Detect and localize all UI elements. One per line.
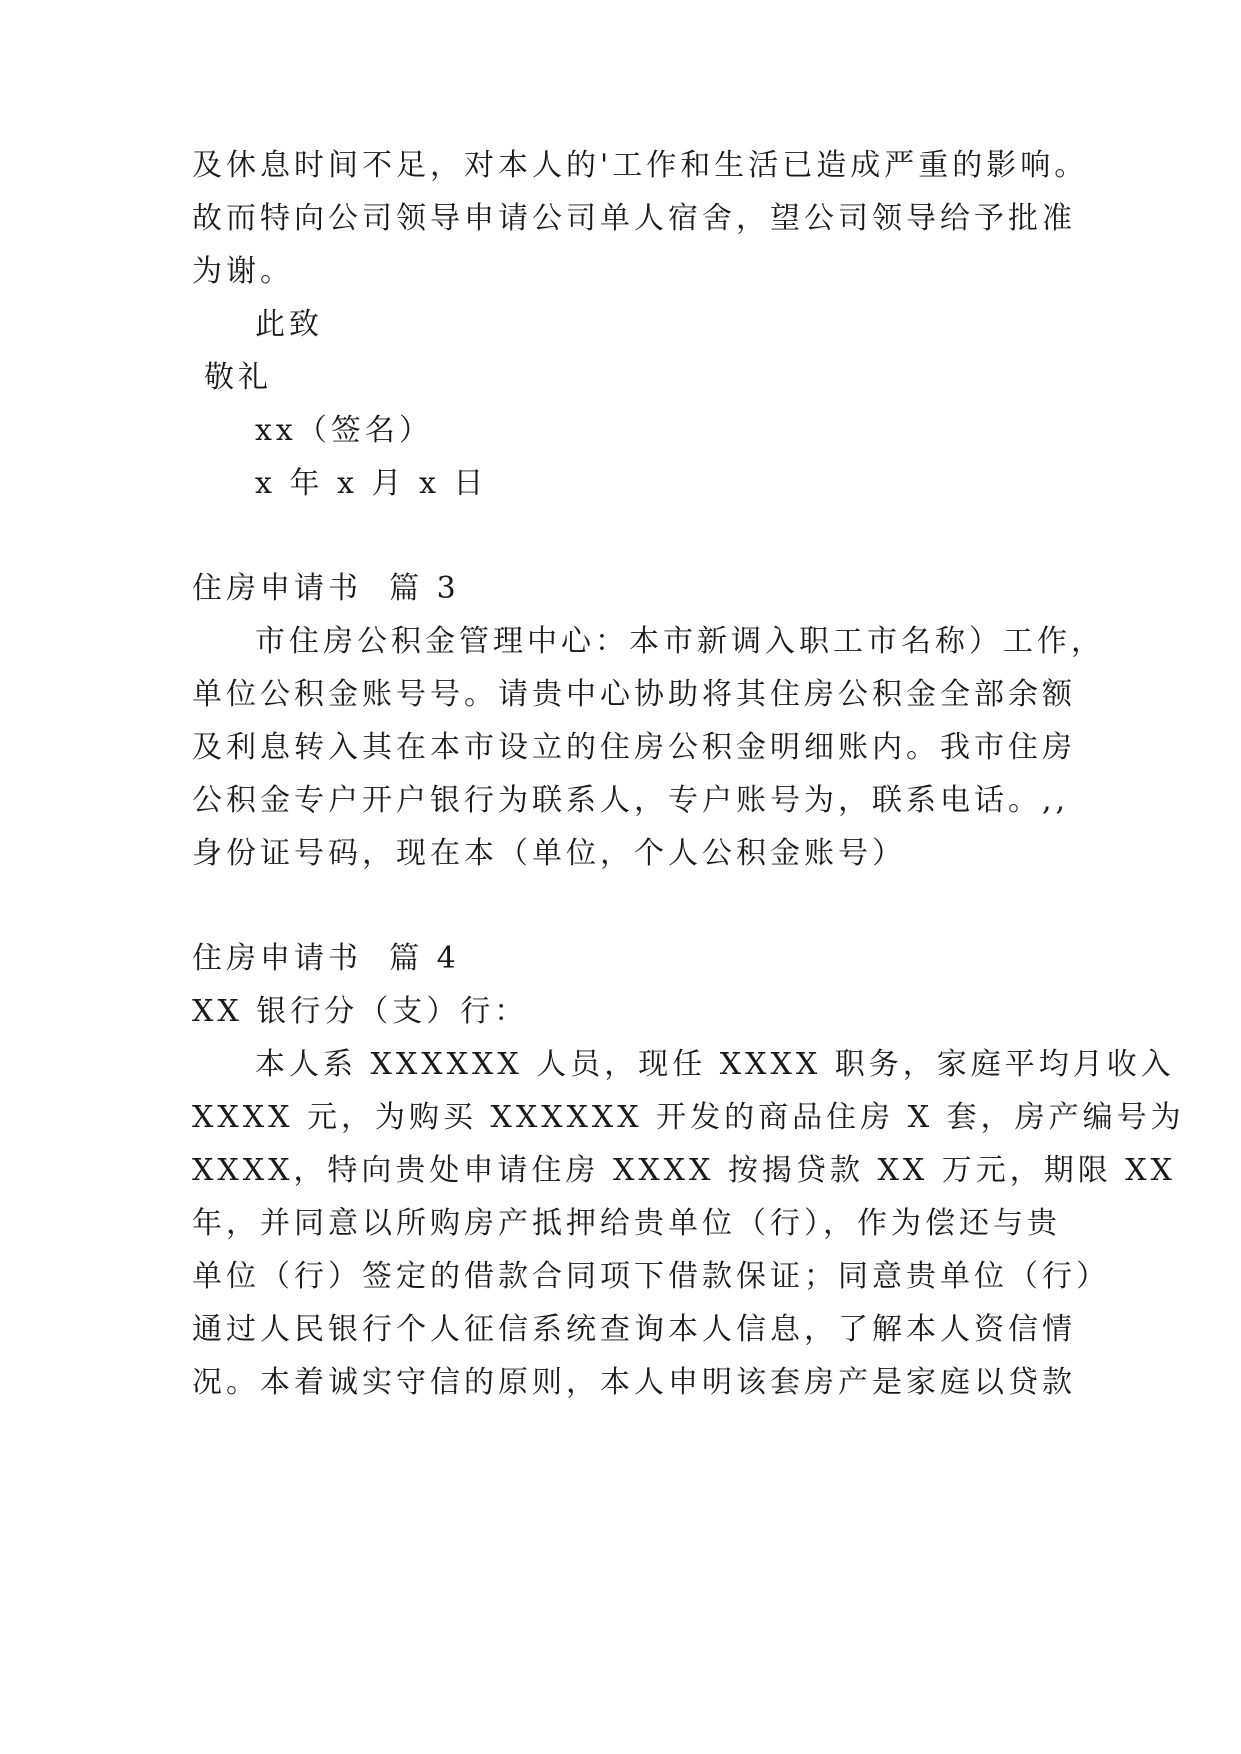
addressee-text: XX 银行分（支）行：: [192, 994, 529, 1029]
paragraph-line: 为谢。: [192, 254, 294, 289]
paragraph-line: XXXX，特向贵处申请住房 XXXX 按揭贷款 XX 万元，期限 XX: [192, 1153, 1176, 1188]
paragraph-line: 故而特向公司领导申请公司单人宿舍，望公司领导给予批准: [192, 201, 1076, 236]
paragraph-line: 年，并同意以所购房产抵押给贵单位（行），作为偿还与贵: [192, 1206, 1061, 1241]
paragraph-line: 及利息转入其在本市设立的住房公积金明细账内。我市住房: [192, 730, 1076, 765]
section-heading: 住房申请书 篇 3: [192, 571, 460, 606]
paragraph-line: 单位公积金账号号。请贵中心协助将其住房公积金全部余额: [192, 677, 1076, 712]
section-heading: 住房申请书 篇 4: [192, 941, 460, 976]
salute-text: 敬礼: [204, 360, 272, 395]
date-text: x 年 x 月 x 日: [255, 466, 488, 501]
paragraph-line: 本人系 XXXXXX 人员，现任 XXXX 职务，家庭平均月收入: [255, 1047, 1175, 1082]
paragraph-line: 通过人民银行个人征信系统查询本人信息，了解本人资信情: [192, 1312, 1076, 1347]
paragraph-line: 及休息时间不足，对本人的'工作和生活已造成严重的影响。: [192, 148, 1089, 183]
paragraph-line: 公积金专户开户银行为联系人，专户账号为，联系电话。,,: [192, 783, 1070, 818]
paragraph-line: 身份证号码，现在本（单位，个人公积金账号）: [192, 836, 906, 871]
paragraph-line: XXXX 元，为购买 XXXXXX 开发的商品住房 X 套，房产编号为: [192, 1100, 1185, 1135]
paragraph-line: 况。本着诚实守信的原则，本人申明该套房产是家庭以贷款: [192, 1365, 1076, 1400]
paragraph-line: 单位（行）签定的借款合同项下借款保证；同意贵单位（行）: [192, 1259, 1110, 1294]
closing-text: 此致: [255, 307, 323, 342]
signature-text: xx（签名）: [255, 413, 433, 448]
paragraph-line: 市住房公积金管理中心：本市新调入职工市名称）工作，: [255, 624, 1105, 659]
